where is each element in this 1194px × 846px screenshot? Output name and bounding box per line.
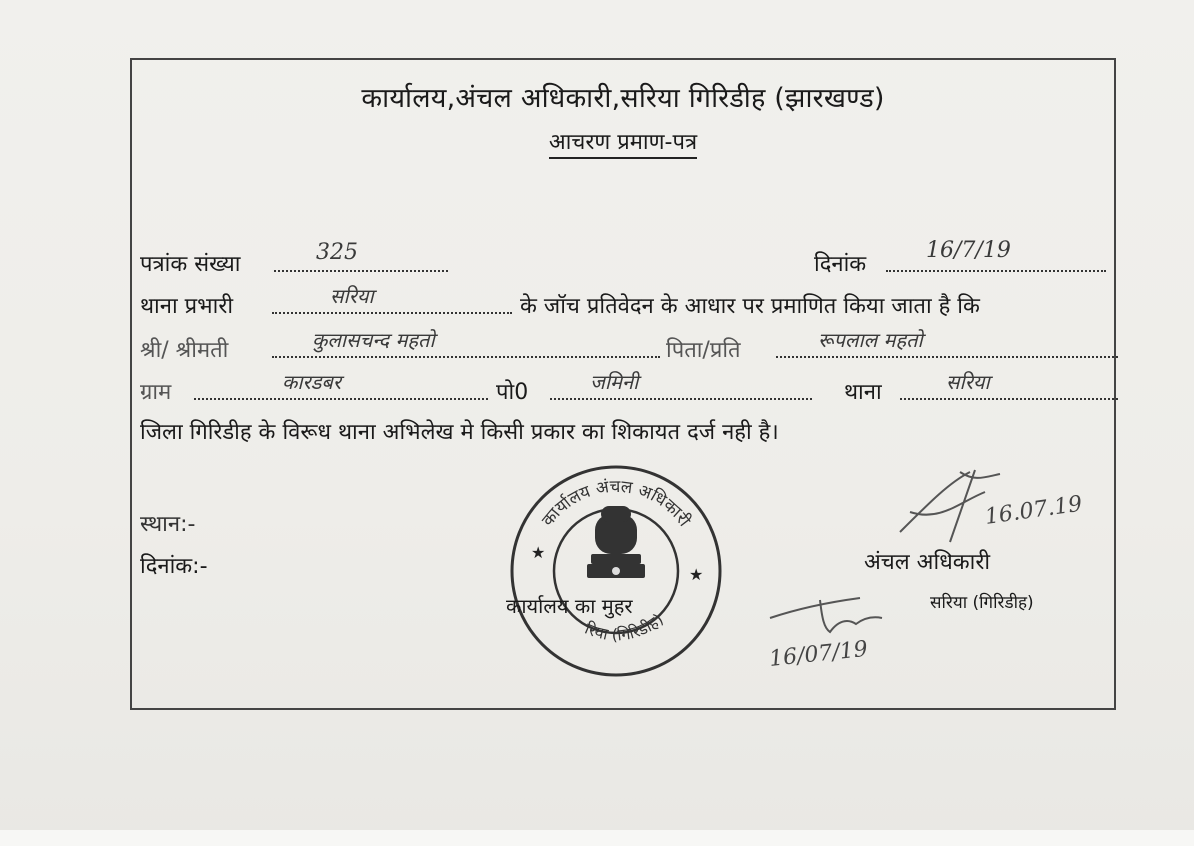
statement-text: जिला गिरिडीह के विरूध थाना अभिलेख मे किसी प्रकार का शिकायत दर्ज नही है। bbox=[140, 420, 779, 445]
officer-title: अंचल अधिकारी bbox=[864, 550, 991, 575]
thana-prabhari-value: सरिया bbox=[330, 284, 374, 308]
thana-prabhari-dots bbox=[272, 312, 512, 314]
seal-bottom-text: रिया (गिरिडीह) bbox=[582, 609, 667, 645]
date-value: 16/7/19 bbox=[926, 238, 1011, 263]
father-value: रूपलाल महतो bbox=[818, 328, 923, 352]
date-dots bbox=[886, 270, 1106, 272]
certificate-title-text: आचरण प्रमाण-पत्र bbox=[549, 130, 697, 159]
seal-star-right-icon: ★ bbox=[689, 565, 704, 584]
seal-label: कार्यालय का मुहर bbox=[506, 594, 633, 618]
father-label: पिता/प्रति bbox=[666, 338, 741, 363]
signature-date-2: 16/07/19 bbox=[768, 636, 869, 672]
thana-prabhari-label: थाना प्रभारी bbox=[140, 294, 234, 319]
letter-no-value: 325 bbox=[316, 240, 358, 265]
letter-no-dots bbox=[274, 270, 448, 272]
date-label: दिनांक bbox=[814, 252, 867, 277]
place-label: स्थान:- bbox=[140, 512, 196, 537]
letter-no-label: पत्रांक संख्या bbox=[140, 252, 241, 277]
seal-star-left-icon: ★ bbox=[531, 543, 546, 562]
certificate-title bbox=[132, 126, 1114, 156]
office-title: कार्यालय,अंचल अधिकारी,सरिया गिरिडीह (झारखण्ड) bbox=[361, 83, 885, 114]
seal-ring-text: कार्यालय अंचल अधिकारी bbox=[538, 476, 695, 531]
officer-signature bbox=[890, 462, 1100, 552]
officer-place: सरिया (गिरिडीह) bbox=[930, 593, 1034, 613]
po-label: पो0 bbox=[496, 380, 529, 405]
village-dots bbox=[194, 398, 488, 400]
scan-edge bbox=[0, 830, 1194, 846]
po-dots bbox=[550, 398, 812, 400]
father-dots bbox=[776, 356, 1118, 358]
signature-date-1: 16.07.19 bbox=[983, 491, 1084, 530]
village-label: ग्राम bbox=[140, 380, 172, 405]
village-value: कारडबर bbox=[282, 370, 342, 394]
national-emblem-icon bbox=[587, 506, 645, 578]
thana-value: सरिया bbox=[946, 370, 990, 394]
thana-dots bbox=[900, 398, 1118, 400]
name-value: कुलासचन्द महतो bbox=[312, 328, 435, 352]
name-label: श्री/ श्रीमती bbox=[140, 338, 229, 363]
name-dots bbox=[272, 356, 660, 358]
thana-label: थाना bbox=[844, 380, 882, 405]
po-value: जमिनी bbox=[590, 370, 639, 394]
verifier-signature bbox=[760, 588, 900, 678]
footer-date-label: दिनांक:- bbox=[140, 554, 208, 579]
report-text: के जॉच प्रतिवेदन के आधार पर प्रमाणित किया जाता है कि bbox=[520, 294, 980, 319]
office-seal bbox=[507, 462, 725, 680]
